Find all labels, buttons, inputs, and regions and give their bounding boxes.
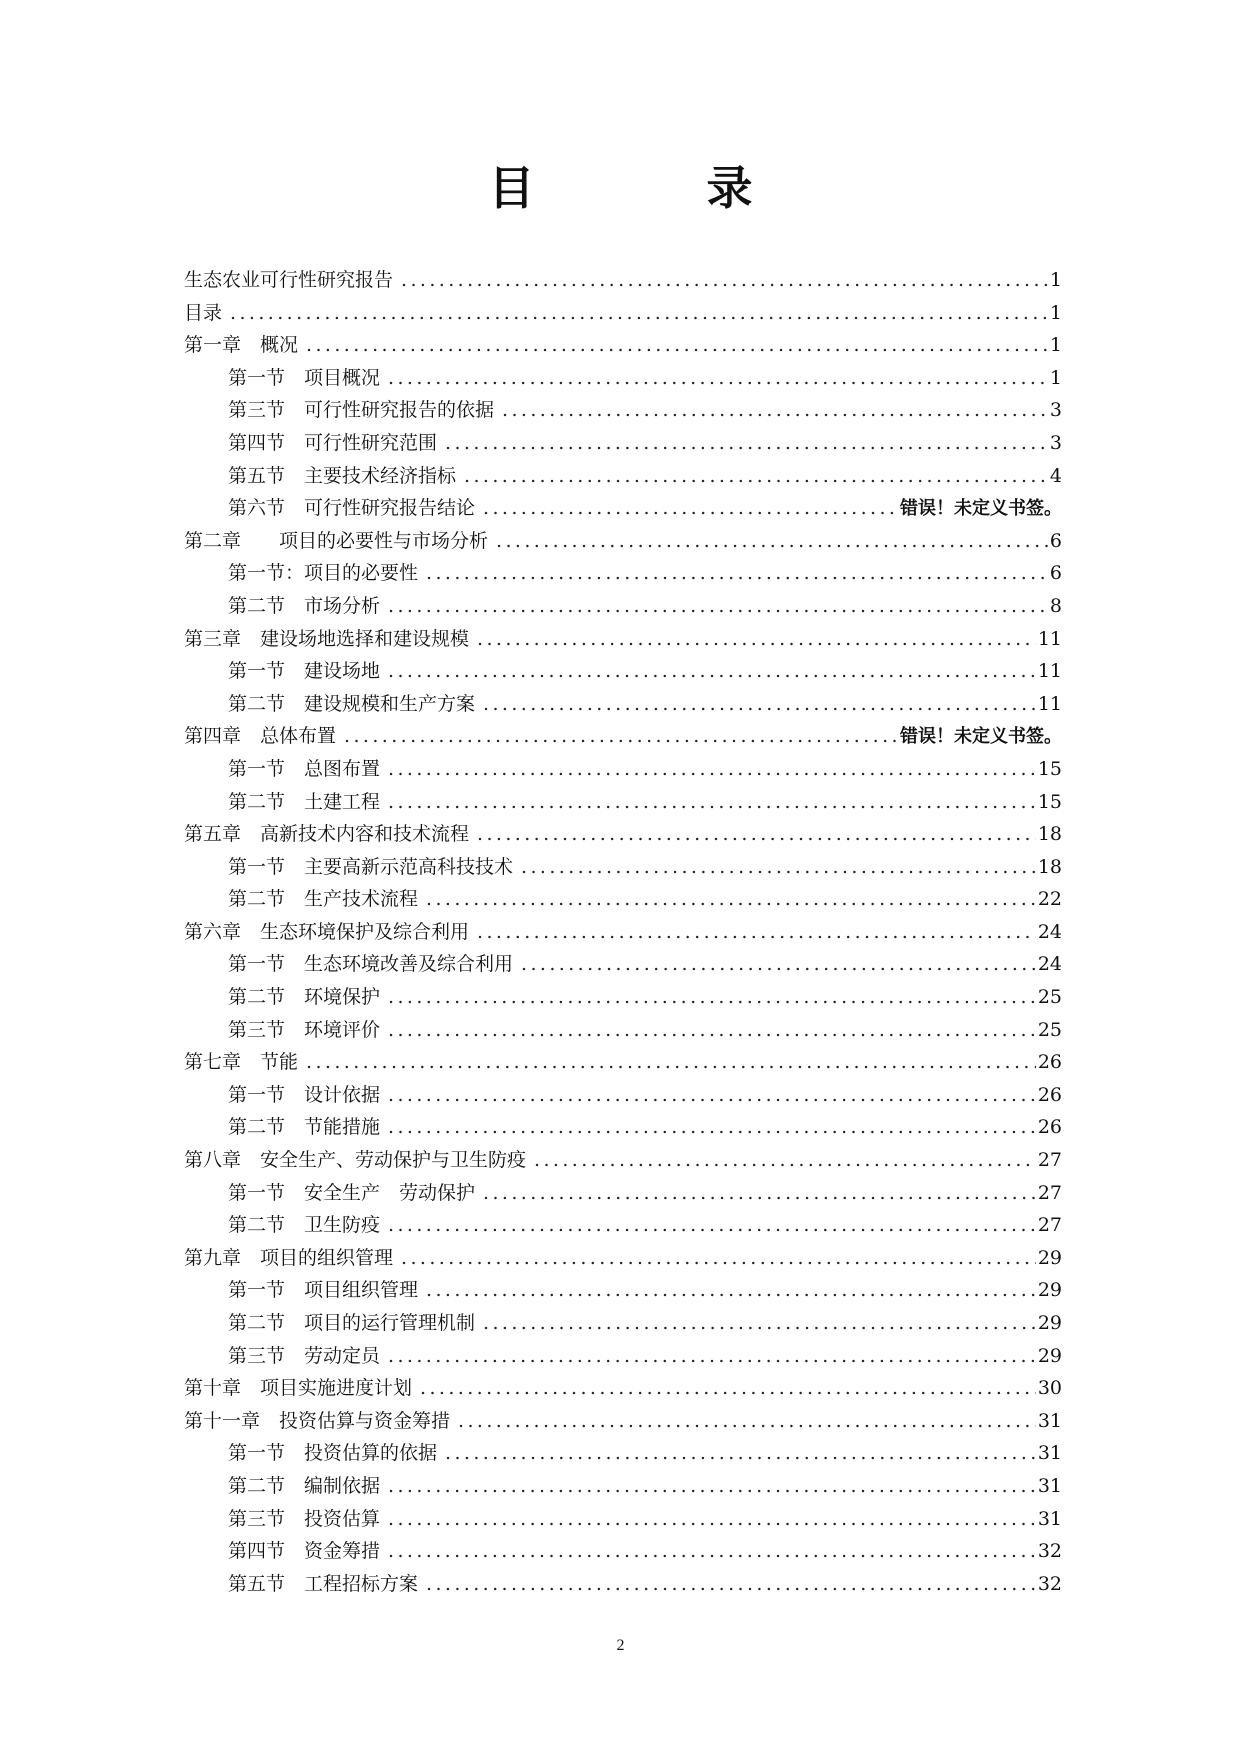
table-of-contents	[184, 264, 1062, 1600]
toc-entry-section[interactable]	[184, 753, 1062, 786]
dot-leader	[426, 883, 1036, 916]
toc-entry-page-number: 32	[1037, 1540, 1062, 1563]
toc-entry-page-number: 31	[1037, 1442, 1062, 1465]
toc-entry-page-number: 4	[1049, 464, 1062, 487]
toc-entry-label: 第十一章 投资估算与资金筹措	[184, 1409, 451, 1432]
toc-entry-label: 第一节 项目概况	[228, 366, 381, 389]
toc-entry-label: 第二节 土建工程	[228, 790, 381, 813]
toc-entry-label: 目录	[184, 301, 223, 324]
dot-leader	[306, 1046, 1036, 1079]
toc-entry-page-number: 30	[1037, 1377, 1062, 1400]
toc-entry-page-number: 1	[1049, 334, 1062, 357]
page-number-footer: 2	[616, 1637, 625, 1654]
toc-entry-label: 第三节 可行性研究报告的依据	[228, 399, 495, 422]
toc-entry-label: 第七章 节能	[184, 1051, 299, 1074]
toc-entry-label: 第三节 劳动定员	[228, 1344, 381, 1367]
toc-entry-page-number: 25	[1037, 986, 1062, 1009]
toc-entry-label: 第二节 项目的运行管理机制	[228, 1312, 476, 1334]
toc-entry-page-number: 31	[1037, 1474, 1062, 1497]
dot-leader	[388, 590, 1048, 623]
toc-entry-section[interactable]	[184, 688, 1062, 721]
toc-entry-label: 第四节 资金筹措	[228, 1540, 381, 1563]
toc-entry-page-number: 3	[1049, 431, 1062, 454]
toc-entry-page-number: 32	[1037, 1572, 1062, 1595]
dot-leader	[426, 1568, 1036, 1601]
dot-leader	[445, 427, 1048, 460]
toc-entry-page-number: 29	[1037, 1312, 1062, 1334]
toc-entry-page-number: 27	[1037, 1181, 1062, 1204]
toc-entry-label: 第五节 工程招标方案	[228, 1572, 419, 1595]
toc-entry-chapter[interactable]	[184, 264, 1062, 297]
toc-entry-page-number: 3	[1049, 399, 1062, 422]
toc-entry-section[interactable]	[184, 460, 1062, 493]
toc-entry-error-text: 错误！未定义书签。	[900, 726, 1062, 748]
toc-entry-label: 第二章 项目的必要性与市场分析	[184, 529, 489, 552]
toc-entry-section[interactable]	[184, 1274, 1062, 1307]
toc-entry-page-number: 27	[1037, 1149, 1062, 1172]
toc-entry-chapter[interactable]	[184, 1372, 1062, 1405]
toc-entry-page-number: 11	[1037, 627, 1062, 650]
dot-leader	[388, 1535, 1036, 1568]
toc-entry-page-number: 1	[1049, 366, 1062, 389]
toc-entry-label: 第十章 项目实施进度计划	[184, 1377, 413, 1400]
toc-entry-chapter[interactable]	[184, 1046, 1062, 1079]
toc-entry-chapter[interactable]	[184, 329, 1062, 362]
toc-entry-error-text: 错误！未定义书签。	[900, 498, 1062, 520]
toc-entry-label: 第一节 安全生产 劳动保护	[228, 1181, 476, 1204]
toc-entry-section[interactable]	[184, 1209, 1062, 1242]
toc-entry-section[interactable]	[184, 590, 1062, 623]
toc-entry-label: 第二节 节能措施	[228, 1116, 381, 1139]
toc-entry-chapter[interactable]	[184, 916, 1062, 949]
dot-leader	[388, 1079, 1036, 1112]
toc-entry-section[interactable]	[184, 981, 1062, 1014]
toc-entry-label: 第三章 建设场地选择和建设规模	[184, 627, 470, 650]
dot-leader	[401, 1242, 1036, 1275]
toc-entry-chapter[interactable]	[184, 1242, 1062, 1275]
dot-leader	[401, 264, 1048, 297]
dot-leader	[502, 394, 1048, 427]
toc-entry-page-number: 1	[1049, 301, 1062, 324]
toc-entry-label: 第一节 设计依据	[228, 1083, 381, 1106]
toc-entry-section[interactable]	[184, 362, 1062, 395]
toc-entry-page-number: 29	[1037, 1344, 1062, 1367]
toc-entry-label: 第一章 概况	[184, 334, 299, 357]
dot-leader	[388, 981, 1036, 1014]
dot-leader	[388, 1503, 1036, 1536]
toc-entry-label: 第二节 环境保护	[228, 986, 381, 1009]
toc-entry-label: 第五节 主要技术经济指标	[228, 464, 457, 487]
dot-leader	[534, 1144, 1036, 1177]
toc-entry-page-number: 24	[1037, 920, 1062, 943]
toc-entry-label: 第九章 项目的组织管理	[184, 1246, 394, 1269]
toc-entry-label: 第四节 可行性研究范围	[228, 431, 438, 454]
toc-entry-label: 第一节 项目组织管理	[228, 1279, 419, 1302]
toc-entry-page-number: 27	[1037, 1214, 1062, 1237]
toc-entry-page-number: 26	[1037, 1116, 1062, 1139]
dot-leader	[420, 1372, 1036, 1405]
dot-leader	[477, 623, 1036, 656]
toc-entry-page-number: 29	[1037, 1279, 1062, 1302]
toc-entry-label: 第八章 安全生产、劳动保护与卫生防疫	[184, 1149, 527, 1172]
toc-entry-label: 第一节：项目的必要性	[228, 562, 419, 585]
toc-entry-label: 第一节 生态环境改善及综合利用	[228, 953, 514, 976]
toc-entry-chapter[interactable]	[184, 1144, 1062, 1177]
toc-entry-label: 第三节 投资估算	[228, 1507, 381, 1530]
toc-entry-label: 第二节 卫生防疫	[228, 1214, 381, 1237]
toc-entry-section[interactable]	[184, 1014, 1062, 1047]
toc-entry-chapter[interactable]	[184, 818, 1062, 851]
toc-entry-page-number: 18	[1037, 855, 1062, 878]
toc-entry-section[interactable]	[184, 786, 1062, 819]
toc-entry-section[interactable]	[184, 1079, 1062, 1112]
toc-entry-label: 第二节 建设规模和生产方案	[228, 692, 476, 715]
dot-leader	[388, 1209, 1036, 1242]
dot-leader	[230, 297, 1048, 330]
toc-entry-section[interactable]	[184, 427, 1062, 460]
toc-entry-label: 生态农业可行性研究报告	[184, 269, 394, 291]
toc-entry-chapter[interactable]	[184, 297, 1062, 330]
toc-entry-page-number: 26	[1037, 1051, 1062, 1074]
toc-entry-chapter[interactable]	[184, 720, 1062, 753]
dot-leader	[521, 851, 1036, 884]
toc-entry-label: 第一节 总图布置	[228, 757, 381, 780]
toc-entry-section[interactable]	[184, 492, 1062, 525]
dot-leader	[464, 460, 1048, 493]
toc-entry-label: 第二节 编制依据	[228, 1474, 381, 1497]
toc-entry-section[interactable]	[184, 883, 1062, 916]
toc-entry-section[interactable]	[184, 1535, 1062, 1568]
toc-entry-chapter[interactable]	[184, 1405, 1062, 1438]
dot-leader	[483, 688, 1036, 721]
toc-entry-page-number: 24	[1037, 953, 1062, 976]
toc-entry-section[interactable]	[184, 1111, 1062, 1144]
dot-leader	[388, 786, 1036, 819]
dot-leader	[477, 916, 1036, 949]
dot-leader	[388, 753, 1036, 786]
dot-leader	[458, 1405, 1036, 1438]
toc-entry-label: 第一节 建设场地	[228, 660, 381, 683]
dot-leader	[483, 1177, 1036, 1210]
dot-leader	[388, 655, 1036, 688]
toc-entry-section[interactable]	[184, 1437, 1062, 1470]
page-title: 目 录	[488, 161, 831, 215]
toc-entry-page-number: 11	[1037, 660, 1062, 683]
toc-entry-label: 第二节 市场分析	[228, 594, 381, 617]
dot-leader	[306, 329, 1048, 362]
toc-entry-section[interactable]	[184, 851, 1062, 884]
toc-entry-page-number: 11	[1037, 692, 1062, 715]
toc-entry-section[interactable]	[184, 1177, 1062, 1210]
toc-entry-section[interactable]	[184, 557, 1062, 590]
toc-entry-label: 第六节 可行性研究报告结论	[228, 497, 476, 520]
toc-entry-label: 第四章 总体布置	[184, 725, 337, 748]
toc-entry-page-number: 29	[1037, 1246, 1062, 1269]
dot-leader	[344, 720, 898, 753]
dot-leader	[521, 948, 1036, 981]
toc-entry-section[interactable]	[184, 1470, 1062, 1503]
dot-leader	[388, 1470, 1036, 1503]
dot-leader	[426, 1274, 1036, 1307]
dot-leader	[483, 492, 898, 525]
toc-entry-page-number: 15	[1037, 790, 1062, 813]
toc-entry-page-number: 22	[1037, 888, 1062, 911]
toc-entry-label: 第一节 主要高新示范高科技技术	[228, 855, 514, 878]
toc-entry-label: 第五章 高新技术内容和技术流程	[184, 823, 470, 846]
toc-entry-page-number: 1	[1049, 269, 1062, 291]
toc-entry-label: 第三节 环境评价	[228, 1018, 381, 1041]
dot-leader	[388, 1340, 1036, 1373]
toc-entry-page-number: 6	[1049, 529, 1062, 552]
toc-entry-section[interactable]	[184, 1503, 1062, 1536]
toc-entry-chapter[interactable]	[184, 623, 1062, 656]
toc-entry-chapter[interactable]	[184, 525, 1062, 558]
toc-entry-label: 第一节 投资估算的依据	[228, 1442, 438, 1465]
toc-entry-page-number: 15	[1037, 757, 1062, 780]
dot-leader	[445, 1437, 1036, 1470]
dot-leader	[426, 557, 1048, 590]
dot-leader	[496, 525, 1048, 558]
toc-entry-label: 第二节 生产技术流程	[228, 888, 419, 911]
toc-entry-section[interactable]	[184, 1568, 1062, 1601]
dot-leader	[388, 1014, 1036, 1047]
toc-entry-page-number: 31	[1037, 1409, 1062, 1432]
toc-entry-page-number: 31	[1037, 1507, 1062, 1530]
toc-entry-page-number: 8	[1049, 594, 1062, 617]
toc-entry-page-number: 6	[1049, 562, 1062, 585]
dot-leader	[477, 818, 1036, 851]
dot-leader	[388, 1111, 1036, 1144]
toc-entry-page-number: 25	[1037, 1018, 1062, 1041]
dot-leader	[388, 362, 1048, 395]
dot-leader	[483, 1307, 1036, 1340]
toc-entry-page-number: 18	[1037, 823, 1062, 846]
toc-entry-section[interactable]	[184, 948, 1062, 981]
toc-entry-section[interactable]	[184, 394, 1062, 427]
toc-entry-label: 第六章 生态环境保护及综合利用	[184, 920, 470, 943]
toc-entry-section[interactable]	[184, 1340, 1062, 1373]
toc-entry-page-number: 26	[1037, 1083, 1062, 1106]
toc-entry-section[interactable]	[184, 655, 1062, 688]
toc-entry-section[interactable]	[184, 1307, 1062, 1340]
